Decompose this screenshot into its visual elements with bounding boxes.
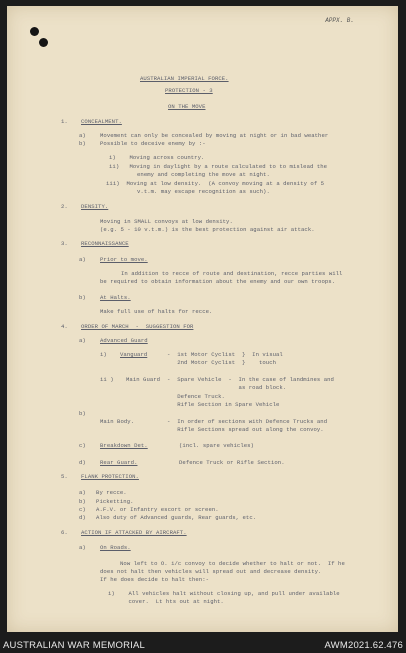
item-text: If he does decide to halt then:- (100, 576, 210, 583)
item-text: Possible to deceive enemy by :- (100, 140, 206, 147)
item-label: a) (79, 337, 86, 344)
item-text: does not halt then vehicles will spread out and decrease density. (100, 568, 322, 575)
item-text: cover. Lt hts out at night. (108, 598, 224, 605)
item-text: a) By recce. (79, 489, 127, 496)
item-text: b) Picketting. (79, 498, 134, 505)
item-text: Now left to O. i/c convoy to decide whether to halt or not. If he (120, 560, 345, 567)
item-label: i) (100, 351, 107, 358)
section-title: ACTION IF ATTACKED BY AIRCRAFT. (81, 529, 187, 536)
item-title: Rear Guard. (100, 459, 138, 466)
item-label: d) (79, 459, 86, 466)
item-title: Main Guard (126, 376, 161, 383)
section-number: 4. (61, 323, 68, 330)
punch-hole (30, 27, 39, 36)
item-text: ii) Moving in daylight by a route calculated to to mislead the (109, 163, 328, 170)
header-line-3: ON THE MOVE (168, 103, 206, 110)
section-number: 3. (61, 240, 68, 247)
section-number: 5. (61, 473, 68, 480)
item-label: ii ) (100, 376, 114, 383)
section-title: CONCEALMENT. (81, 118, 122, 125)
item-text: Rifle Section in Spare Vehicle (167, 401, 280, 408)
item-title: Breakdown Det. (100, 442, 148, 449)
item-title: Advanced Guard (100, 337, 148, 344)
punch-hole (39, 38, 48, 47)
item-label: a) (79, 132, 86, 139)
item-text: Defence Truck. (167, 393, 225, 400)
item-text: iii) Moving at low density. (A convoy moving at a density of 5 (106, 180, 325, 187)
appendix-mark: APPX. B. (325, 17, 354, 24)
section-number: 1. (61, 118, 68, 125)
item-text: (e.g. 5 - 10 v.t.m.) is the best protection against air attack. (100, 226, 315, 233)
item-text: - In order of sections with Defence Trucks and (167, 418, 328, 425)
footer-accession-number: AWM2021.62.476 (324, 640, 403, 651)
item-text: Moving in SMALL convoys at low density. (100, 218, 233, 225)
item-label: a) (79, 256, 86, 263)
item-title: Main Body. (100, 418, 135, 425)
item-label: b) (79, 140, 86, 147)
item-label: b) (79, 294, 86, 301)
item-title: At Halts. (100, 294, 131, 301)
item-title: Prior to move. (100, 256, 148, 263)
item-label: c) (79, 442, 86, 449)
header-line-1: AUSTRALIAN IMPERIAL FORCE. (140, 75, 229, 82)
item-text: - 1st Motor Cyclist } In visual (167, 351, 283, 358)
item-text: i) All vehicles halt without closing up, and pull under available (108, 590, 340, 597)
item-text: Rifle Sections spread out along the convoy. (167, 426, 324, 433)
footer-institution: AUSTRALIAN WAR MEMORIAL (3, 640, 146, 651)
section-number: 6. (61, 529, 68, 536)
item-text: i) Moving across country. (109, 154, 205, 161)
header-line-2: PROTECTION - 3 (165, 87, 213, 94)
item-text: be required to obtain information about the enemy and our own troops. (100, 278, 336, 285)
item-text: c) A.F.V. or Infantry escort or screen. (79, 506, 219, 513)
item-text: as road block. (167, 384, 287, 391)
item-label: b) (79, 410, 86, 417)
item-text: enemy and completing the move at night. (137, 171, 270, 178)
section-title: FLANK PROTECTION. (81, 473, 139, 480)
item-text: d) Also duty of Advanced guards, Rear guards, etc. (79, 514, 257, 521)
item-title: On Roads. (100, 544, 131, 551)
document-page (7, 6, 398, 632)
section-title: ORDER OF MARCH - SUGGESTION FOR (81, 323, 194, 330)
item-text: 2nd Motor Cyclist } touch (167, 359, 277, 366)
section-number: 2. (61, 203, 68, 210)
item-text: In addition to recce of route and destination, recce parties will (121, 270, 343, 277)
item-title: Vanguard (120, 351, 148, 358)
section-title: RECONNAISSANCE (81, 240, 129, 247)
item-text: Defence Truck or Rifle Section. (179, 459, 285, 466)
archive-footer (0, 638, 406, 653)
item-text: (incl. spare vehicles) (179, 442, 254, 449)
item-text: - Spare Vehicle - In the case of landmines and (167, 376, 334, 383)
item-label: a) (79, 544, 86, 551)
item-text: Make full use of halts for recce. (100, 308, 213, 315)
item-text: v.t.m. may escape recognition as such). (137, 188, 270, 195)
section-title: DENSITY. (81, 203, 109, 210)
item-text: Movement can only be concealed by moving at night or in bad weather (100, 132, 329, 139)
